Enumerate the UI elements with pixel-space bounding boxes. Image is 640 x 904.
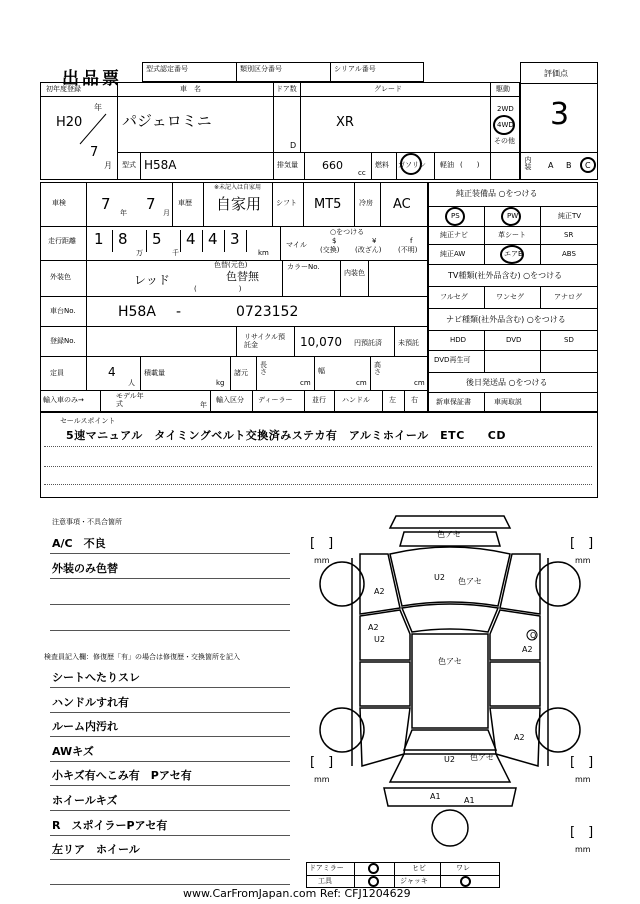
fuel-label: 燃料 (375, 161, 389, 169)
legend-tools: 工具 (318, 877, 332, 885)
name-label: 車 名 (180, 85, 201, 93)
sales-point-label: セールスポイント (60, 417, 116, 425)
type-label: 型式 (122, 161, 136, 169)
grade-value: XR (336, 115, 354, 130)
mileage-d5: 4 (208, 230, 218, 248)
equip-sr: SR (564, 231, 574, 239)
mm-spare: mm (575, 845, 591, 854)
equip-leather: 革シート (498, 231, 526, 239)
equip-manual: 車両取説 (494, 398, 522, 406)
equip-warranty: 新車保証書 (436, 398, 471, 406)
navi-dvd-play: DVD再生可 (434, 356, 471, 364)
mark-a2-mid-left: A2 (368, 623, 379, 632)
width-cm: cm (356, 379, 367, 387)
recycle-value: 10,070 (300, 335, 342, 349)
equip-ps-circle (445, 207, 465, 226)
first-reg-era: H20 (56, 115, 83, 130)
capacity-unit: 人 (128, 379, 135, 387)
cc-unit: cc (358, 169, 366, 177)
tv-fullseg: フルセグ (440, 293, 468, 301)
ac-value: AC (393, 197, 411, 212)
unknown-label: (不明) (398, 246, 418, 254)
interior-c: C (585, 161, 591, 170)
drive-2wd: 2WD (497, 105, 514, 113)
navi-title: ナビ種類(社外品含む) ○をつける (446, 315, 566, 324)
bracket-rl: [ ] (310, 755, 334, 770)
inspector-line-4: AWキズ (52, 745, 94, 758)
drive-other: その他 (494, 137, 515, 145)
legend-mirror-circle (368, 863, 379, 874)
shaken-month: 7 (146, 195, 156, 213)
mark-rear-color: 色アセ (470, 753, 494, 762)
interior-color-label: 内装色 (344, 269, 365, 277)
equip-genuine-aw: 純正AW (440, 250, 466, 258)
aftermarket-title: 後日発送品 ○をつける (466, 378, 548, 387)
inspector-line-7: R スポイラーPアセ有 (52, 819, 168, 832)
legend-jack-circle (460, 876, 471, 887)
circle-note: ○をつける (330, 228, 365, 236)
load-unit: kg (216, 379, 225, 387)
bracket-fr: [ ] (570, 536, 594, 551)
mileage-label: 走行距離 (48, 237, 76, 245)
altered-symbol: ¥ (372, 237, 377, 245)
mm-fr: mm (575, 556, 591, 565)
drive-4wd: 4WD (497, 121, 514, 129)
shaken-year: 7 (101, 195, 111, 213)
handle-right: 右 (411, 396, 418, 404)
unknown-symbol: f (410, 237, 413, 245)
tv-oneseg: ワンセグ (496, 293, 524, 301)
rating-label: 評価点 (544, 69, 568, 78)
inspector-line-8: 左リア ホイール (52, 843, 140, 856)
page-title: 出品票 (62, 69, 122, 89)
recycle-label: リサイクル預託金 (244, 333, 286, 350)
tv-analog: アナログ (554, 293, 582, 301)
category-label: 類別区分番号 (240, 65, 282, 73)
fuel-paren: ( ) (460, 161, 480, 169)
reg-no-label: 登録No. (50, 337, 76, 345)
mileage-d3: 5 (152, 230, 162, 248)
equip-airbag-circle (500, 245, 524, 264)
color-change-value: 色替無 (226, 270, 259, 283)
mark-a2-front-left: A2 (374, 587, 385, 596)
type-value: H58A (144, 158, 177, 172)
displacement-label: 排気量 (277, 161, 298, 169)
history-note: ※未記入は自家用 (214, 184, 262, 191)
color-label: 外装色 (50, 273, 71, 281)
first-reg-label: 初年度登録 (46, 85, 81, 93)
mm-fl: mm (314, 556, 330, 565)
mileage-man: 万 (136, 249, 143, 257)
shift-label: シフト (276, 199, 297, 207)
inspector-line-2: ハンドルすれ有 (52, 696, 129, 709)
mark-a2-rear-right: A2 (514, 733, 525, 742)
drive-4wd-circle (493, 115, 515, 135)
shift-value: MT5 (314, 197, 342, 212)
inspector-line-3: ルーム内汚れ (52, 720, 118, 733)
inspector-label: 検査員記入欄：修復歴「有」の場合は修復歴・交換箇所を記入 (44, 653, 240, 661)
doors-value: D (290, 141, 297, 150)
shaken-month-unit: 月 (163, 209, 170, 217)
interior-b: B (566, 161, 572, 170)
load-label: 積載量 (144, 369, 165, 377)
height-cm: cm (414, 379, 425, 387)
mark-roof-color: 色アセ (438, 657, 462, 666)
legend-jack: ジャッキ (400, 877, 428, 885)
mark-rear-u2: U2 (444, 755, 455, 764)
exchange-label: (交換) (320, 246, 340, 254)
parallel-option: 並行 (312, 396, 326, 404)
equip-airbag: エアB (504, 250, 523, 258)
handle-left: 左 (389, 396, 396, 404)
car-name: パジェロミニ (122, 112, 212, 130)
recycle-deposited: 円預託済 (354, 339, 382, 347)
history-label: 車歴 (178, 199, 192, 207)
caution-label: 注意事項・不具合箇所 (52, 518, 122, 526)
handle-label: ハンドル (342, 396, 370, 404)
mile-label: マイル (286, 241, 307, 249)
rating-value: 3 (550, 97, 570, 132)
height-label: 高さ (374, 361, 381, 376)
bracket-spare: [ ] (570, 825, 594, 840)
import-cat-label: 輸入区分 (216, 396, 244, 404)
displacement-value: 660 (322, 159, 343, 172)
navi-sd: SD (564, 336, 574, 344)
mark-hood-color: 色アセ (458, 577, 482, 586)
dealer-option: ディーラー (258, 396, 293, 404)
mileage-km: km (258, 249, 269, 257)
bracket-fl: [ ] (310, 536, 334, 551)
interior-label: 内装 (524, 156, 532, 170)
capacity-label: 定員 (50, 369, 64, 377)
color-value: レッド (134, 273, 170, 287)
mark-a1-left: A1 (430, 792, 441, 801)
width-label: 幅 (318, 367, 325, 375)
mark-a2-right: A2 (522, 645, 533, 654)
color-no-label: カラーNo. (287, 263, 320, 271)
mileage-d1: 1 (94, 230, 104, 248)
drive-label: 駆動 (496, 85, 510, 93)
navi-dvd: DVD (506, 336, 522, 344)
inspector-line-1: シートへたりスレ (52, 671, 140, 684)
color-paren: ( ) (194, 285, 242, 293)
year-unit: 年 (94, 103, 102, 112)
mark-u2-mid-left: U2 (374, 635, 385, 644)
length-cm: cm (300, 379, 311, 387)
altered-label: (改ざん) (355, 246, 382, 254)
grade-label: グレード (374, 85, 402, 93)
mark-hood-u2: U2 (434, 573, 445, 582)
month-unit: 月 (104, 161, 112, 170)
color-change-label: 色替(元色) (214, 261, 248, 269)
mileage-sen: 千 (172, 249, 179, 257)
sales-point-text: 5速マニュアル タイミングベルト交換済みステカ有 アルミホイール ETC CD (66, 429, 506, 442)
model-year-unit: 年 (200, 401, 207, 409)
chassis-label: 車台No. (50, 307, 76, 315)
import-label: 輸入車のみ→ (43, 396, 84, 404)
serial-label: シリアル番号 (334, 65, 376, 73)
mileage-d4: 4 (186, 230, 196, 248)
car-damage-diagram (300, 510, 600, 860)
equip-abs: ABS (562, 250, 576, 258)
bracket-rr: [ ] (570, 755, 594, 770)
legend-crack2: ワレ (456, 864, 470, 872)
mm-rl: mm (314, 775, 330, 784)
shaken-label: 車検 (52, 199, 66, 207)
mm-rr: mm (575, 775, 591, 784)
genuine-title: 純正装備品 ○をつける (456, 189, 538, 198)
equip-pw: PW (507, 212, 519, 220)
chassis-dash: - (176, 304, 182, 320)
shaken-year-unit: 年 (120, 209, 127, 217)
mark-top: 色アセ (437, 530, 461, 539)
chassis-prefix: H58A (118, 304, 156, 320)
inspector-line-6: ホイールキズ (52, 794, 118, 807)
sales-point-box (40, 412, 598, 498)
equip-genuine-tv: 純正TV (558, 212, 582, 220)
ac-label: 冷房 (359, 199, 373, 207)
capacity-value: 4 (108, 365, 116, 379)
fuel-gas-circle (400, 153, 422, 175)
first-reg-month: 7 (90, 145, 99, 160)
equip-ps: PS (451, 212, 460, 220)
inspector-line-5: 小キズ有へこみ有 Pアセ有 (52, 769, 192, 782)
caution-line-1: A/C 不良 (52, 537, 106, 550)
mark-q-right: Q (530, 631, 537, 640)
caution-line-2: 外装のみ色替 (52, 562, 118, 575)
first-reg-slash (78, 112, 108, 146)
legend-tools-circle (368, 876, 379, 887)
dims-label: 諸元 (234, 369, 248, 377)
fuel-light: 軽油 (440, 161, 454, 169)
interior-c-circle (580, 157, 596, 173)
chassis-number: 0723152 (236, 304, 299, 320)
footer-watermark: www.CarFromJapan.com Ref: CFJ1204629 (183, 887, 411, 900)
equip-pw-circle (501, 207, 521, 226)
history-value: 自家用 (216, 195, 262, 213)
equip-genuine-navi: 純正ナビ (440, 231, 468, 239)
model-year-label: モデル年式 (116, 392, 144, 408)
recycle-not: 未預託 (398, 339, 419, 347)
legend-door-mirror: ドアミラー (309, 864, 344, 872)
model-cert-label: 型式認定番号 (146, 65, 188, 73)
legend-crack: ヒビ (412, 864, 426, 872)
mileage-d2: 8 (118, 230, 128, 248)
mark-a1-right: A1 (464, 796, 475, 805)
length-label: 長さ (260, 361, 267, 376)
interior-a: A (548, 161, 554, 170)
exchange-symbol: $ (332, 237, 337, 245)
navi-hdd: HDD (450, 336, 467, 344)
fuel-gas: ガソリン (398, 161, 426, 169)
tv-title: TV種類(社外品含む) ○をつける (448, 271, 563, 280)
mileage-d6: 3 (230, 230, 240, 248)
doors-label: ドア数 (276, 85, 297, 93)
